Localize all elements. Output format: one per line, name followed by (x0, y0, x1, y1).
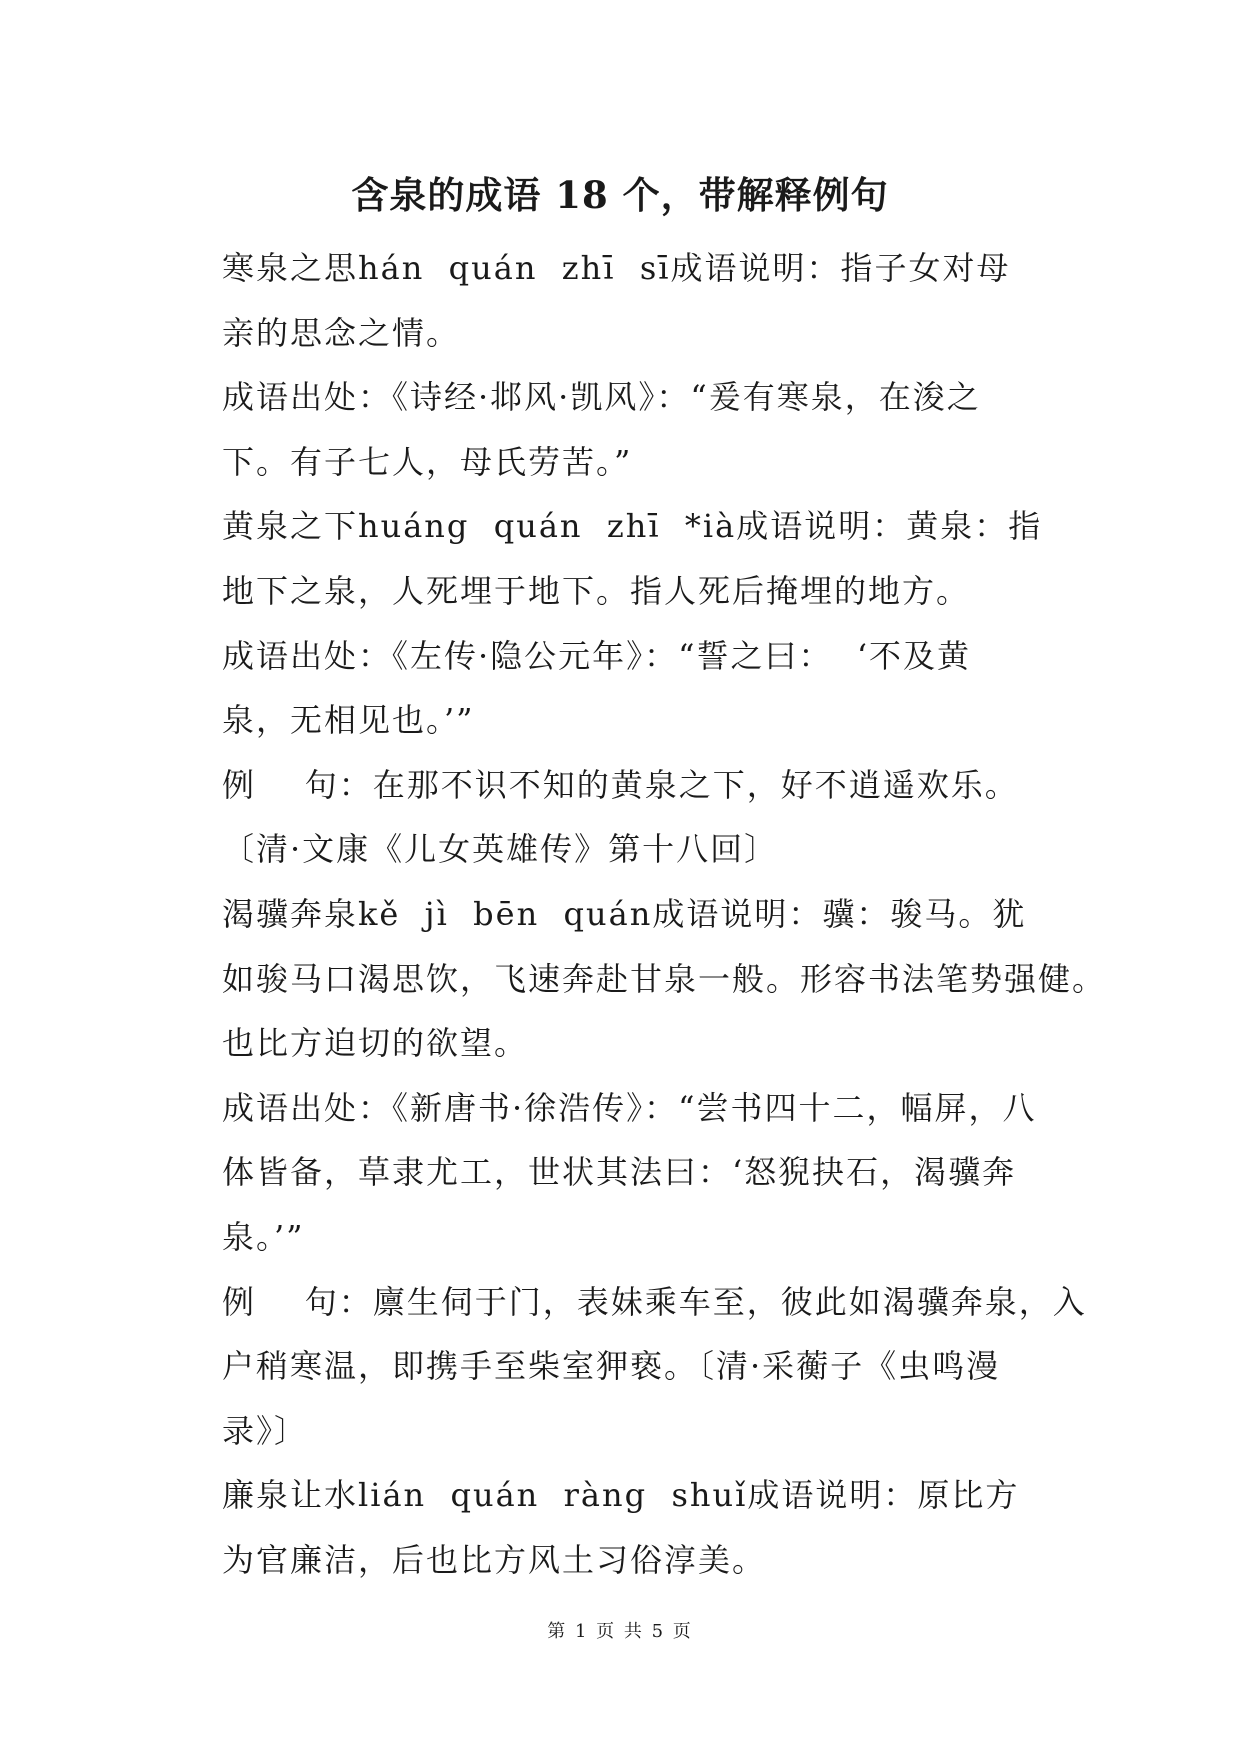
text-line: 体皆备，草隶尤工，世状其法曰：‘怒猊抉石，渴骥奔 (222, 1153, 1017, 1192)
text-line: 如骏马口渴思饮，飞速奔赴甘泉一般。形容书法笔势强健。 (222, 959, 1107, 998)
text-line: 泉，无相见也。’” (222, 701, 475, 740)
text-line: 寒泉之思hán quán zhī sī成语说明：指子女对母 (222, 249, 1011, 287)
text-line: 户稍寒温，即携手至柴室狎亵。〔清·采蘅子《虫鸣漫 (222, 1347, 1001, 1386)
text-line: 录》〕 (222, 1411, 309, 1450)
text-line: 亲的思念之情。 (222, 313, 461, 352)
text-line: 例 句：廪生伺于门，表妹乘车至，彼此如渴骥奔泉，入 (222, 1282, 1087, 1321)
text-line: 成语出处：《诗经·邶风·凯风》：“爰有寒泉，在浚之 (222, 378, 981, 417)
text-line: 渴骥奔泉kě jì bēn quán成语说明：骥：骏马。犹 (222, 894, 1027, 933)
text-line: 也比方迫切的欲望。 (222, 1024, 529, 1063)
body-text (222, 236, 1107, 1592)
text-line: 为官廉洁，后也比方风土习俗淳美。 (222, 1540, 767, 1579)
text-line: 成语出处：《新唐书·徐浩传》：“尝书四十二，幅屏，八 (222, 1088, 1037, 1127)
text-line: 下。有子七人，母氏劳苦。” (222, 442, 633, 481)
text-line: 〔清·文康《儿女英雄传》第十八回〕 (222, 830, 779, 869)
text-line: 泉。’” (222, 1217, 305, 1256)
text-line: 成语出处：《左传·隐公元年》：“誓之曰： ‘不及黄 (222, 636, 972, 675)
page-title: 含泉的成语 18 个，带解释例句 (351, 173, 889, 217)
text-line: 廉泉让水lián quán ràng shuǐ成语说明：原比方 (222, 1476, 1020, 1515)
text-line: 地下之泉，人死埋于地下。指人死后掩埋的地方。 (222, 571, 971, 610)
page-footer: 第 1 页 共 5 页 (547, 1621, 693, 1642)
text-line: 黄泉之下huáng quán zhī *ià成语说明：黄泉：指 (222, 507, 1043, 546)
text-line: 例 句：在那不识不知的黄泉之下，好不逍遥欢乐。 (222, 765, 1019, 804)
